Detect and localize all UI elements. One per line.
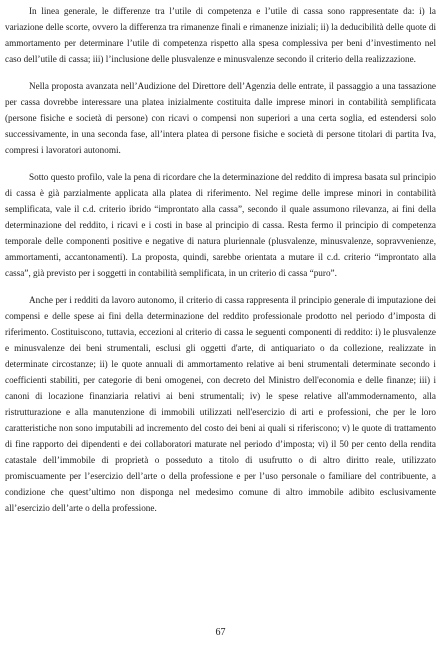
page-number: 67 — [215, 627, 226, 638]
paragraph-self-employment: Anche per i redditi da lavoro autonomo, il criterio di cassa rappresenta il principio generale di imputazione dei compensi e delle spese ai fini della determinazione del reddito professionale prodotto nel periodo d’imposta di riferimento. Costituiscono, tuttavia, eccezioni al criterio di cassa le seguenti componenti di reddito: i) le plusvalenze e minusvalenze dei beni strumentali, esclusi gli oggetti d'arte, di antiquariato o da collezione, realizzate in determinate circostanze; ii) le quote annuali di ammortamento relative ai beni strumentali determinate secondo i coefficienti stabiliti, per categorie di beni omogenei, con decreto del Ministro dell'economia e delle finanze; iii) i canoni di locazione finanziaria relativi ai beni strumentali; iv) le spese relative all'ammodernamento, alla ristrutturazione e alla manutenzione di immobili utilizzati nell'esercizio di arti e professioni, che per le loro caratteristiche non sono imputabili ad incremento del costo dei beni ai quali si riferiscono; v) le quote di trattamento di fine rapporto dei dipendenti e dei collaboratori maturate nel periodo d’imposta; vi) il 50 per cento della rendita catastale dell’immobile di proprietà o posseduto a titolo di usufrutto o di altro diritto reale, utilizzato promiscuamente per l’esercizio dell’arte o della professione e per l’uso personale o familiare del contribuente, a condizione che quest’ultimo non disponga nel medesimo comune di altro immobile adibito esclusivamente all’esercizio dell’arte o della professione. — [5, 295, 436, 513]
paragraph-proposal: Nella proposta avanzata nell’Audizione del Direttore dell’Agenzia delle entrate, il passaggio a una tassazione per cassa dovrebbe interessare una platea inizialmente costituita dalle imprese minori in contabilità semplificata (persone fisiche e società di persone) con ricavi o compensi non superiori a una certa soglia, ed estendersi solo successivamente, in una seconda fase, all’intera platea di persone fisiche e società di persone titolari di partita Iva, compresi i lavoratori autonomi. — [5, 81, 436, 155]
paragraph-differences: In linea generale, le differenze tra l’utile di competenza e l’utile di cassa sono rappresentate da: i) la variazione delle scorte, ovvero la differenza tra rimanenze finali e rimanenze iniziali; ii) la deducibilità delle quote di ammortamento per determinare l’utile di competenza rispetto alla spesa complessiva per beni d’investimento nel caso dell’utile di cassa; iii) l’inclusione delle plusvalenze e minusvalenze secondo il criterio della realizzazione. — [5, 6, 436, 64]
paragraph-simplified-accounting: Sotto questo profilo, vale la pena di ricordare che la determinazione del reddito di impresa basata sul principio di cassa è già parzialmente applicata alla platea di riferimento. Nel regime delle imprese minori in contabilità semplificata, vale il c.d. criterio ibrido “improntato alla cassa”, secondo il quale assumono rilevanza, ai fini della determinazione del reddito, i ricavi e i costi in base al principio di cassa. Resta fermo il principio di competenza temporale delle componenti positive e negative di natura pluriennale (plusvalenze, minusvalenze, sopravvenienze, ammortamenti, accantonamenti). La proposta, quindi, sarebbe orientata a mutare il c.d. criterio “improntato alla cassa”, già previsto per i soggetti in contabilità semplificata, in un criterio di cassa “puro”. — [5, 172, 436, 278]
